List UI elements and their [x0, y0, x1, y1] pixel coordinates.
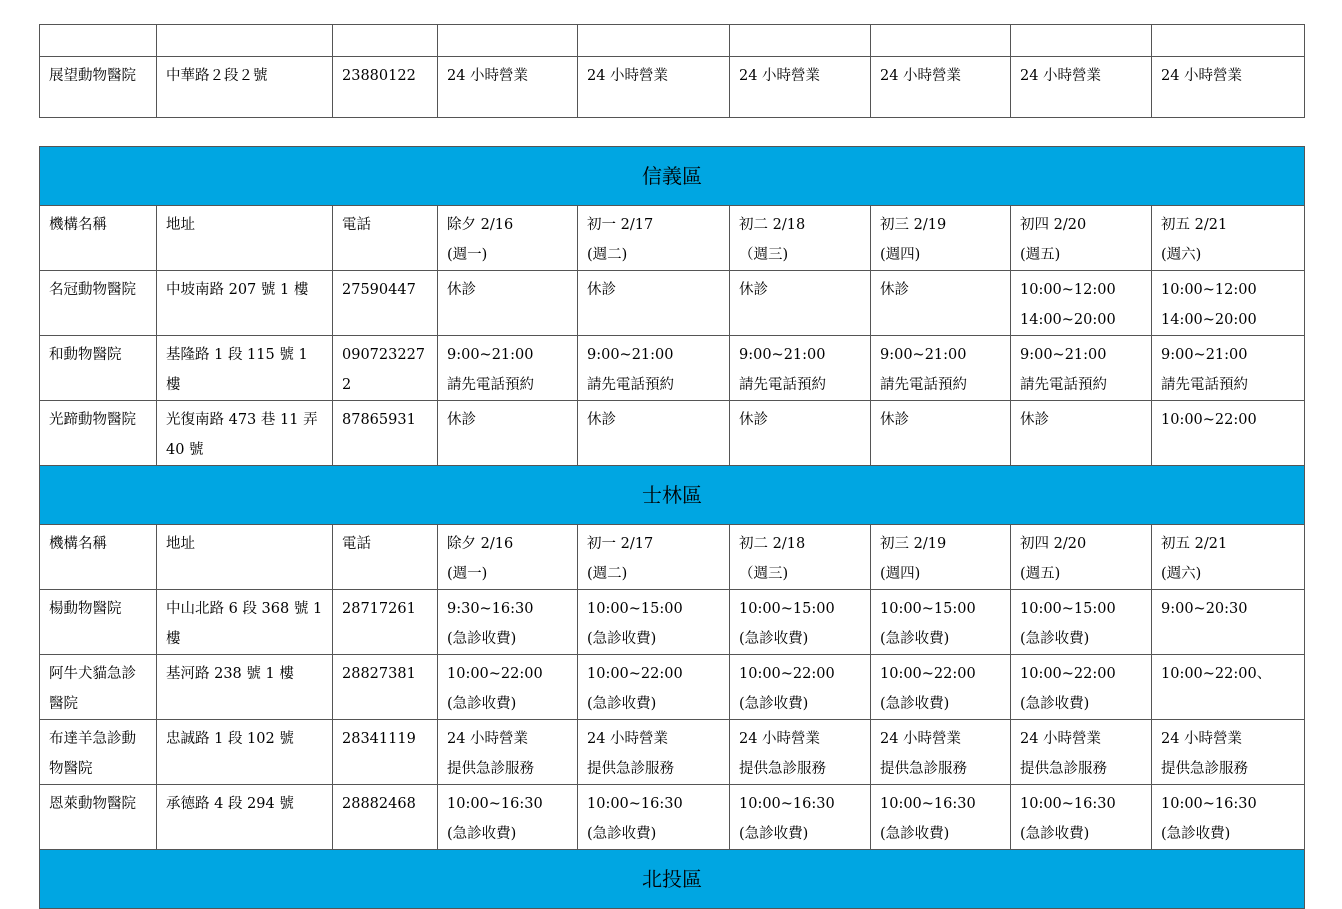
table-cell: 10:00~15:00 (急診收費) [1011, 590, 1152, 655]
column-header: 除夕 2/16 (週一) [438, 525, 578, 590]
table-cell: 10:00~16:30 (急診收費) [578, 785, 730, 850]
table-cell: 10:00~16:30 (急診收費) [730, 785, 871, 850]
table-cell: 楊動物醫院 [40, 590, 157, 655]
table-cell: 24 小時營業 提供急診服務 [730, 720, 871, 785]
table-cell: 休診 [438, 271, 578, 336]
table-cell: 布達羊急診動物醫院 [40, 720, 157, 785]
table-cell: 休診 [871, 401, 1011, 466]
table-cell: 87865931 [333, 401, 438, 466]
table-cell: 24 小時營業 [1152, 57, 1305, 118]
table-cell: 24 小時營業 [578, 57, 730, 118]
column-header: 初五 2/21 (週六) [1152, 206, 1305, 271]
column-header-row [40, 206, 1305, 271]
table-cell: 28341119 [333, 720, 438, 785]
table-cell: 9:00~21:00 請先電話預約 [730, 336, 871, 401]
table-cell: 基隆路 1 段 115 號 1 樓 [157, 336, 333, 401]
column-header: 地址 [157, 525, 333, 590]
table-cell: 基河路 238 號 1 樓 [157, 655, 333, 720]
column-header: 初二 2/18 （週三) [730, 206, 871, 271]
table-cell: 24 小時營業 提供急診服務 [438, 720, 578, 785]
column-header: 機構名稱 [40, 206, 157, 271]
table-cell: 9:00~21:00 請先電話預約 [1152, 336, 1305, 401]
table-cell: 忠誠路 1 段 102 號 [157, 720, 333, 785]
table-cell: 9:00~21:00 請先電話預約 [1011, 336, 1152, 401]
table-row [40, 785, 1305, 850]
table-row [40, 336, 1305, 401]
column-header: 初四 2/20 (週五) [1011, 206, 1152, 271]
table-cell: 10:00~16:30 (急診收費) [871, 785, 1011, 850]
table-cell: 10:00~16:30 (急診收費) [438, 785, 578, 850]
column-header: 初二 2/18 （週三) [730, 525, 871, 590]
table-cell: 9:00~21:00 請先電話預約 [871, 336, 1011, 401]
district-title: 信義區 [40, 147, 1305, 206]
table-cell: 10:00~15:00 (急診收費) [730, 590, 871, 655]
table-row [40, 25, 1305, 57]
table-cell: 名冠動物醫院 [40, 271, 157, 336]
table-cell: 10:00~22:00 [1152, 401, 1305, 466]
table-cell: 10:00~22:00 (急診收費) [1011, 655, 1152, 720]
table-cell: 10:00~22:00、 [1152, 655, 1305, 720]
table-cell: 和動物醫院 [40, 336, 157, 401]
table-cell: 28717261 [333, 590, 438, 655]
table-cell: 休診 [578, 271, 730, 336]
top-table [39, 24, 1305, 118]
table-cell: 中坡南路 207 號 1 樓 [157, 271, 333, 336]
table-cell: 10:00~15:00 (急診收費) [578, 590, 730, 655]
column-header: 除夕 2/16 (週一) [438, 206, 578, 271]
table-cell: 10:00~16:30 (急診收費) [1152, 785, 1305, 850]
table-cell: 休診 [730, 271, 871, 336]
table-cell [1011, 25, 1152, 57]
table-row [40, 655, 1305, 720]
table-cell: 24 小時營業 提供急診服務 [578, 720, 730, 785]
table-cell: 休診 [1011, 401, 1152, 466]
table-cell [578, 25, 730, 57]
table-cell [730, 25, 871, 57]
table-cell: 承德路 4 段 294 號 [157, 785, 333, 850]
table-cell: 10:00~22:00 (急診收費) [578, 655, 730, 720]
district-title: 士林區 [40, 466, 1305, 525]
table-cell: 9:00~21:00 請先電話預約 [578, 336, 730, 401]
table-cell: 24 小時營業 [730, 57, 871, 118]
table-row [40, 720, 1305, 785]
table-cell: 中華路２段２號 [157, 57, 333, 118]
table-cell [438, 25, 578, 57]
table-cell: 展望動物醫院 [40, 57, 157, 118]
table-row [40, 271, 1305, 336]
table-cell: 中山北路 6 段 368 號 1 樓 [157, 590, 333, 655]
table-row [40, 590, 1305, 655]
table-cell: 10:00~22:00 (急診收費) [871, 655, 1011, 720]
table-cell: 23880122 [333, 57, 438, 118]
table-cell: 10:00~15:00 (急診收費) [871, 590, 1011, 655]
district-header-row [40, 147, 1305, 206]
table-cell: 阿牛犬貓急診醫院 [40, 655, 157, 720]
table-cell: 24 小時營業 [871, 57, 1011, 118]
table-cell [1152, 25, 1305, 57]
table-cell: 24 小時營業 [1011, 57, 1152, 118]
column-header: 初三 2/19 (週四) [871, 206, 1011, 271]
table-cell: 24 小時營業 [438, 57, 578, 118]
table-cell: 9:30~16:30 (急診收費) [438, 590, 578, 655]
column-header: 電話 [333, 525, 438, 590]
column-header: 初四 2/20 (週五) [1011, 525, 1152, 590]
table-row [40, 57, 1305, 118]
district-header-row [40, 850, 1305, 909]
column-header-row [40, 525, 1305, 590]
table-cell: 恩萊動物醫院 [40, 785, 157, 850]
table-cell: 休診 [730, 401, 871, 466]
table-cell [157, 25, 333, 57]
table-cell: 24 小時營業 提供急診服務 [871, 720, 1011, 785]
table-cell [40, 25, 157, 57]
table-cell: 27590447 [333, 271, 438, 336]
column-header: 初三 2/19 (週四) [871, 525, 1011, 590]
column-header: 電話 [333, 206, 438, 271]
district-schedule-table [39, 146, 1305, 909]
table-cell: 光復南路 473 巷 11 弄 40 號 [157, 401, 333, 466]
table-cell: 休診 [578, 401, 730, 466]
table-cell: 10:00~12:00 14:00~20:00 [1152, 271, 1305, 336]
table-cell [333, 25, 438, 57]
column-header: 地址 [157, 206, 333, 271]
column-header: 初五 2/21 (週六) [1152, 525, 1305, 590]
table-cell: 28882468 [333, 785, 438, 850]
table-cell: 光蹄動物醫院 [40, 401, 157, 466]
district-header-row [40, 466, 1305, 525]
table-cell: 休診 [871, 271, 1011, 336]
table-cell: 10:00~12:00 14:00~20:00 [1011, 271, 1152, 336]
table-cell: 10:00~22:00 (急診收費) [438, 655, 578, 720]
district-title: 北投區 [40, 850, 1305, 909]
table-cell: 9:00~20:30 [1152, 590, 1305, 655]
table-cell: 24 小時營業 提供急診服務 [1011, 720, 1152, 785]
table-cell: 0907232272 [333, 336, 438, 401]
table-cell: 10:00~22:00 (急診收費) [730, 655, 871, 720]
column-header: 機構名稱 [40, 525, 157, 590]
column-header: 初一 2/17 (週二) [578, 525, 730, 590]
table-cell: 28827381 [333, 655, 438, 720]
table-cell: 24 小時營業 提供急診服務 [1152, 720, 1305, 785]
table-row [40, 401, 1305, 466]
table-cell [871, 25, 1011, 57]
table-cell: 9:00~21:00 請先電話預約 [438, 336, 578, 401]
table-cell: 10:00~16:30 (急診收費) [1011, 785, 1152, 850]
table-cell: 休診 [438, 401, 578, 466]
column-header: 初一 2/17 (週二) [578, 206, 730, 271]
